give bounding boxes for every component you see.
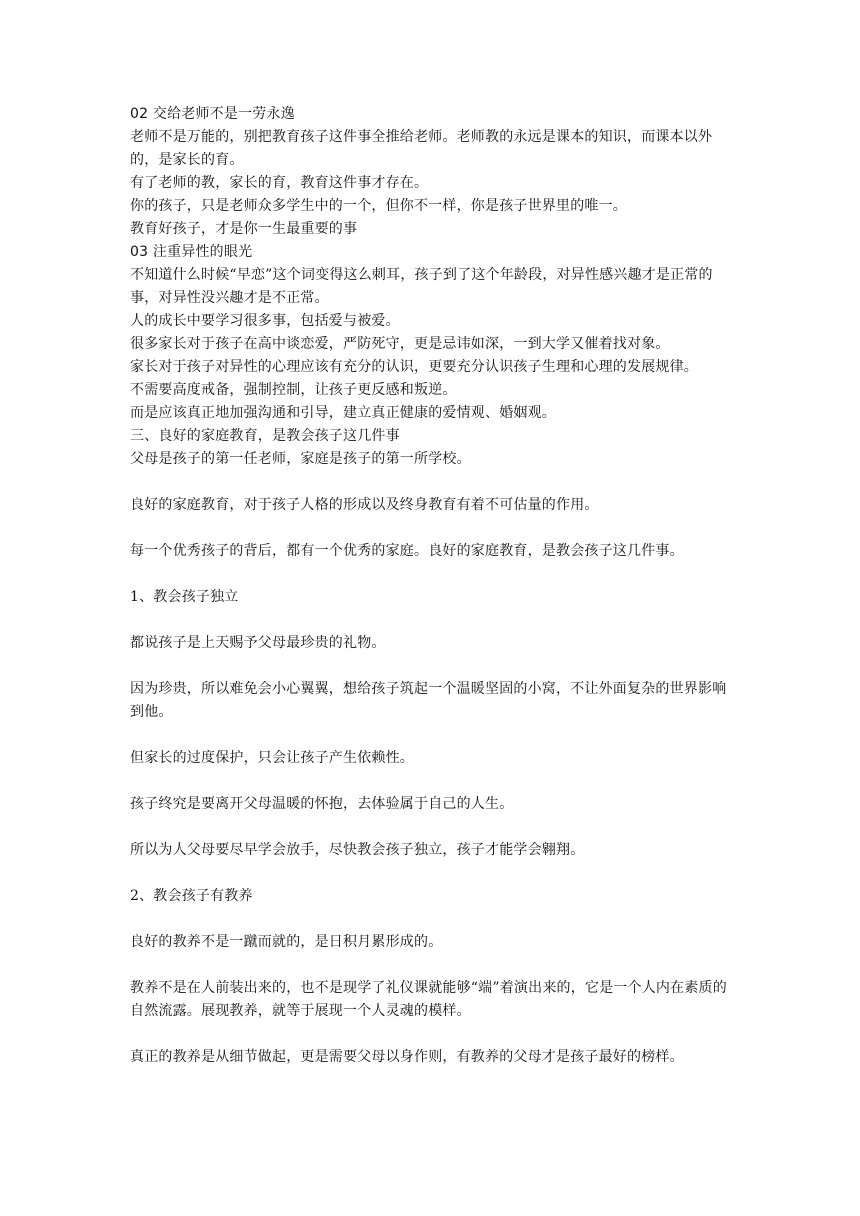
subheading-manners: 2、教会孩子有教养 <box>130 888 253 904</box>
spacer <box>130 655 735 678</box>
paragraph: 每一个优秀孩子的背后，都有一个优秀的家庭。良好的家庭教育，是教会孩子这几件事。 <box>130 543 684 559</box>
paragraph: 而是应该真正地加强沟通和引导，建立真正健康的爱情观、婚姻观。 <box>130 405 556 421</box>
paragraph: 但家长的过度保护，只会让孩子产生依赖性。 <box>130 750 414 766</box>
paragraph: 不需要高度戒备，强制控制，让孩子更反感和叛逆。 <box>130 382 457 398</box>
paragraph: 良好的教养不是一蹴而就的，是日积月累形成的。 <box>130 934 443 950</box>
document-page <box>130 103 735 1069</box>
section-heading-02: 02 交给老师不是一劳永逸 <box>130 106 295 122</box>
spacer <box>130 862 735 885</box>
paragraph: 因为珍贵，所以难免会小心翼翼，想给孩子筑起一个温暖坚固的小窝，不让外面复杂的世界影响到他。 <box>130 681 727 720</box>
paragraph: 父母是孩子的第一任老师，家庭是孩子的第一所学校。 <box>130 451 471 467</box>
spacer <box>130 908 735 931</box>
spacer <box>130 954 735 977</box>
paragraph: 真正的教养是从细节做起，更是需要父母以身作则，有教养的父母才是孩子最好的榜样。 <box>130 1049 684 1065</box>
paragraph: 所以为人父母要尽早学会放手，尽快教会孩子独立，孩子才能学会翱翔。 <box>130 842 585 858</box>
spacer <box>130 471 735 494</box>
spacer <box>130 724 735 747</box>
paragraph: 有了老师的教，家长的育，教育这件事才存在。 <box>130 175 429 191</box>
subheading-independence: 1、教会孩子独立 <box>130 589 239 605</box>
spacer <box>130 816 735 839</box>
spacer <box>130 770 735 793</box>
paragraph: 人的成长中要学习很多事，包括爱与被爱。 <box>130 313 400 329</box>
paragraph: 教养不是在人前装出来的，也不是现学了礼仪课就能够“端”着演出来的，它是一个人内在素质的自然流露。展现教养，就等于展现一个人灵魂的模样。 <box>130 980 727 1019</box>
paragraph: 良好的家庭教育，对于孩子人格的形成以及终身教育有着不可估量的作用。 <box>130 497 599 513</box>
paragraph: 很多家长对于孩子在高中谈恋爱，严防死守，更是忌讳如深，一到大学又催着找对象。 <box>130 336 670 352</box>
paragraph: 教育好孩子，才是你一生最重要的事 <box>130 221 358 237</box>
paragraph: 家长对于孩子对异性的心理应该有充分的认识，更要充分认识孩子生理和心理的发展规律。 <box>130 359 698 375</box>
paragraph: 老师不是万能的，别把教育孩子这件事全推给老师。老师教的永远是课本的知识，而课本以外的，是家长的育。 <box>130 129 713 168</box>
spacer <box>130 517 735 540</box>
paragraph: 你的孩子，只是老师众多学生中的一个，但你不一样，你是孩子世界里的唯一。 <box>130 198 627 214</box>
paragraph: 不知道什么时候“早恋”这个词变得这么刺耳，孩子到了这个年龄段，对异性感兴趣才是正常的事，对异性没兴趣才是不正常。 <box>130 267 713 306</box>
section-heading-03: 03 注重异性的眼光 <box>130 244 253 260</box>
spacer <box>130 609 735 632</box>
spacer <box>130 563 735 586</box>
paragraph: 孩子终究是要离开父母温暖的怀抱，去体验属于自己的人生。 <box>130 796 514 812</box>
section-heading-3: 三、良好的家庭教育，是教会孩子这几件事 <box>130 428 400 444</box>
spacer <box>130 1023 735 1046</box>
paragraph: 都说孩子是上天赐予父母最珍贵的礼物。 <box>130 635 386 651</box>
